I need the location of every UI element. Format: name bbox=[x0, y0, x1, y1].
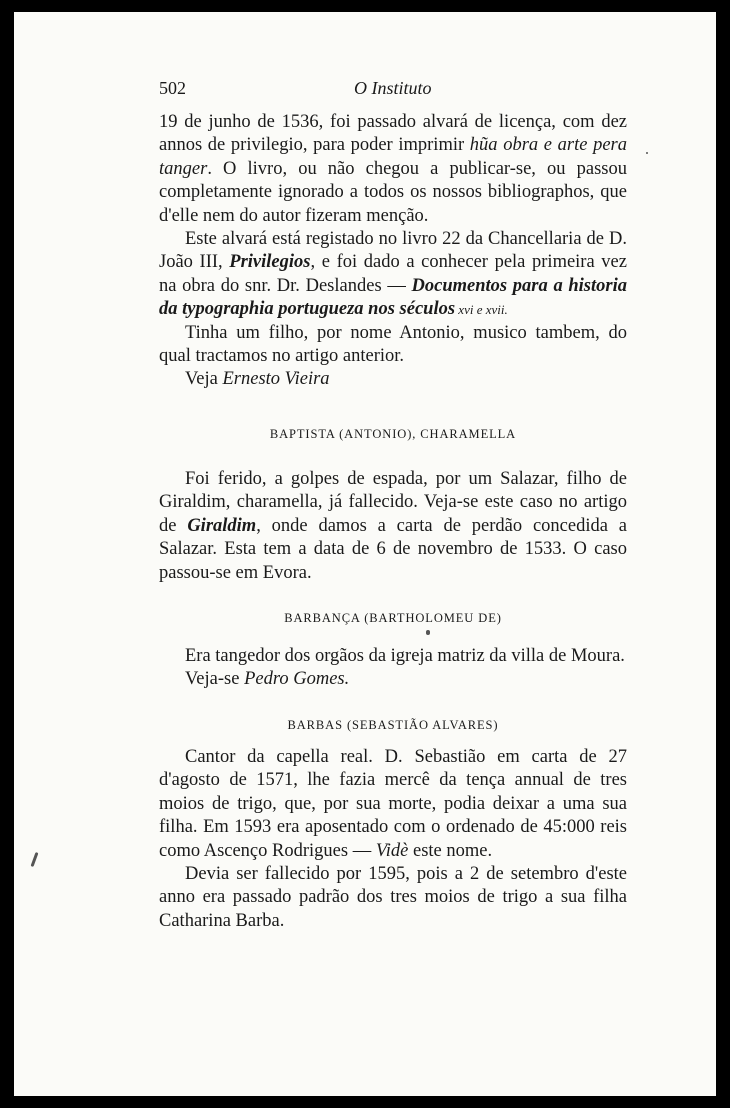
book-page bbox=[14, 12, 716, 1096]
entry-paragraph: Foi ferido, a golpes de espada, por um Salazar, filho de Giraldim, charamella, já fallecido. Veja-se este caso no artigo de Giraldim, onde damos a carta de perdão concedida a Salazar. Esta tem a data de 6 de novembro de 1533. O caso passou-se em Evora. bbox=[159, 469, 627, 583]
ink-speck bbox=[646, 152, 648, 154]
entry-heading-baptista: BAPTISTA (ANTONIO), CHARAMELLA bbox=[269, 427, 517, 441]
see-also-gomes: Veja-se Pedro Gomes. bbox=[185, 669, 350, 690]
entry-heading-barbas: BARBAS (SEBASTIÃO ALVARES) bbox=[287, 718, 499, 732]
running-title: O Instituto bbox=[354, 78, 432, 98]
entry-baptista bbox=[159, 468, 627, 585]
son-paragraph: Tinha um filho, por nome Antonio, musico tambem, do qual tractamos no artigo anterior. bbox=[159, 322, 627, 367]
entry-paragraph: Era tangedor dos orgãos da igreja matriz da villa de Moura. bbox=[185, 646, 625, 666]
entry-barbanca bbox=[159, 645, 627, 692]
entry-heading-barbanca: BARBANÇA (BARTHOLOMEU DE) bbox=[284, 611, 502, 625]
continuation-block bbox=[159, 111, 627, 392]
ink-speck bbox=[426, 630, 430, 635]
chancellaria-paragraph: Este alvará está registado no livro 22 da Chancellaria de D. João III, Privilegios, e foi dado a conhecer pela primeira vez na obra do snr. Dr. Deslandes — Documentos para a historia da typographia portugueza nos séculos xvi e xvii. bbox=[159, 229, 627, 320]
see-also-vieira: Veja Ernesto Vieira bbox=[185, 369, 330, 390]
ink-speck bbox=[31, 852, 39, 867]
page-number: 502 bbox=[159, 78, 186, 98]
entry-paragraph: Devia ser fallecido por 1595, pois a 2 de setembro d'este anno era passado padrão dos tres moios de trigo a sua filha Catharina Barba. bbox=[159, 864, 627, 931]
continued-paragraph: 19 de junho de 1536, foi passado alvará de licença, com dez annos de privilegio, para poder imprimir hũa obra e arte pera tanger. O livro, ou não chegou a publicar-se, ou passou completamente ignorado a todos os nossos bibliographos, que d'elle nem do autor fizeram menção. bbox=[159, 112, 628, 226]
entry-paragraph: Cantor da capella real. D. Sebastião em carta de 27 d'agosto de 1571, lhe fazia mercê da tença annual de tres moios de trigo, que, por sua morte, podia deixar a uma sua filha. Em 1593 era aposentado com o ordenado de 45:000 reis como Ascenço Rodrigues — Vidè este nome. bbox=[159, 747, 627, 861]
entry-barbas bbox=[159, 746, 627, 933]
page-header bbox=[14, 78, 716, 102]
